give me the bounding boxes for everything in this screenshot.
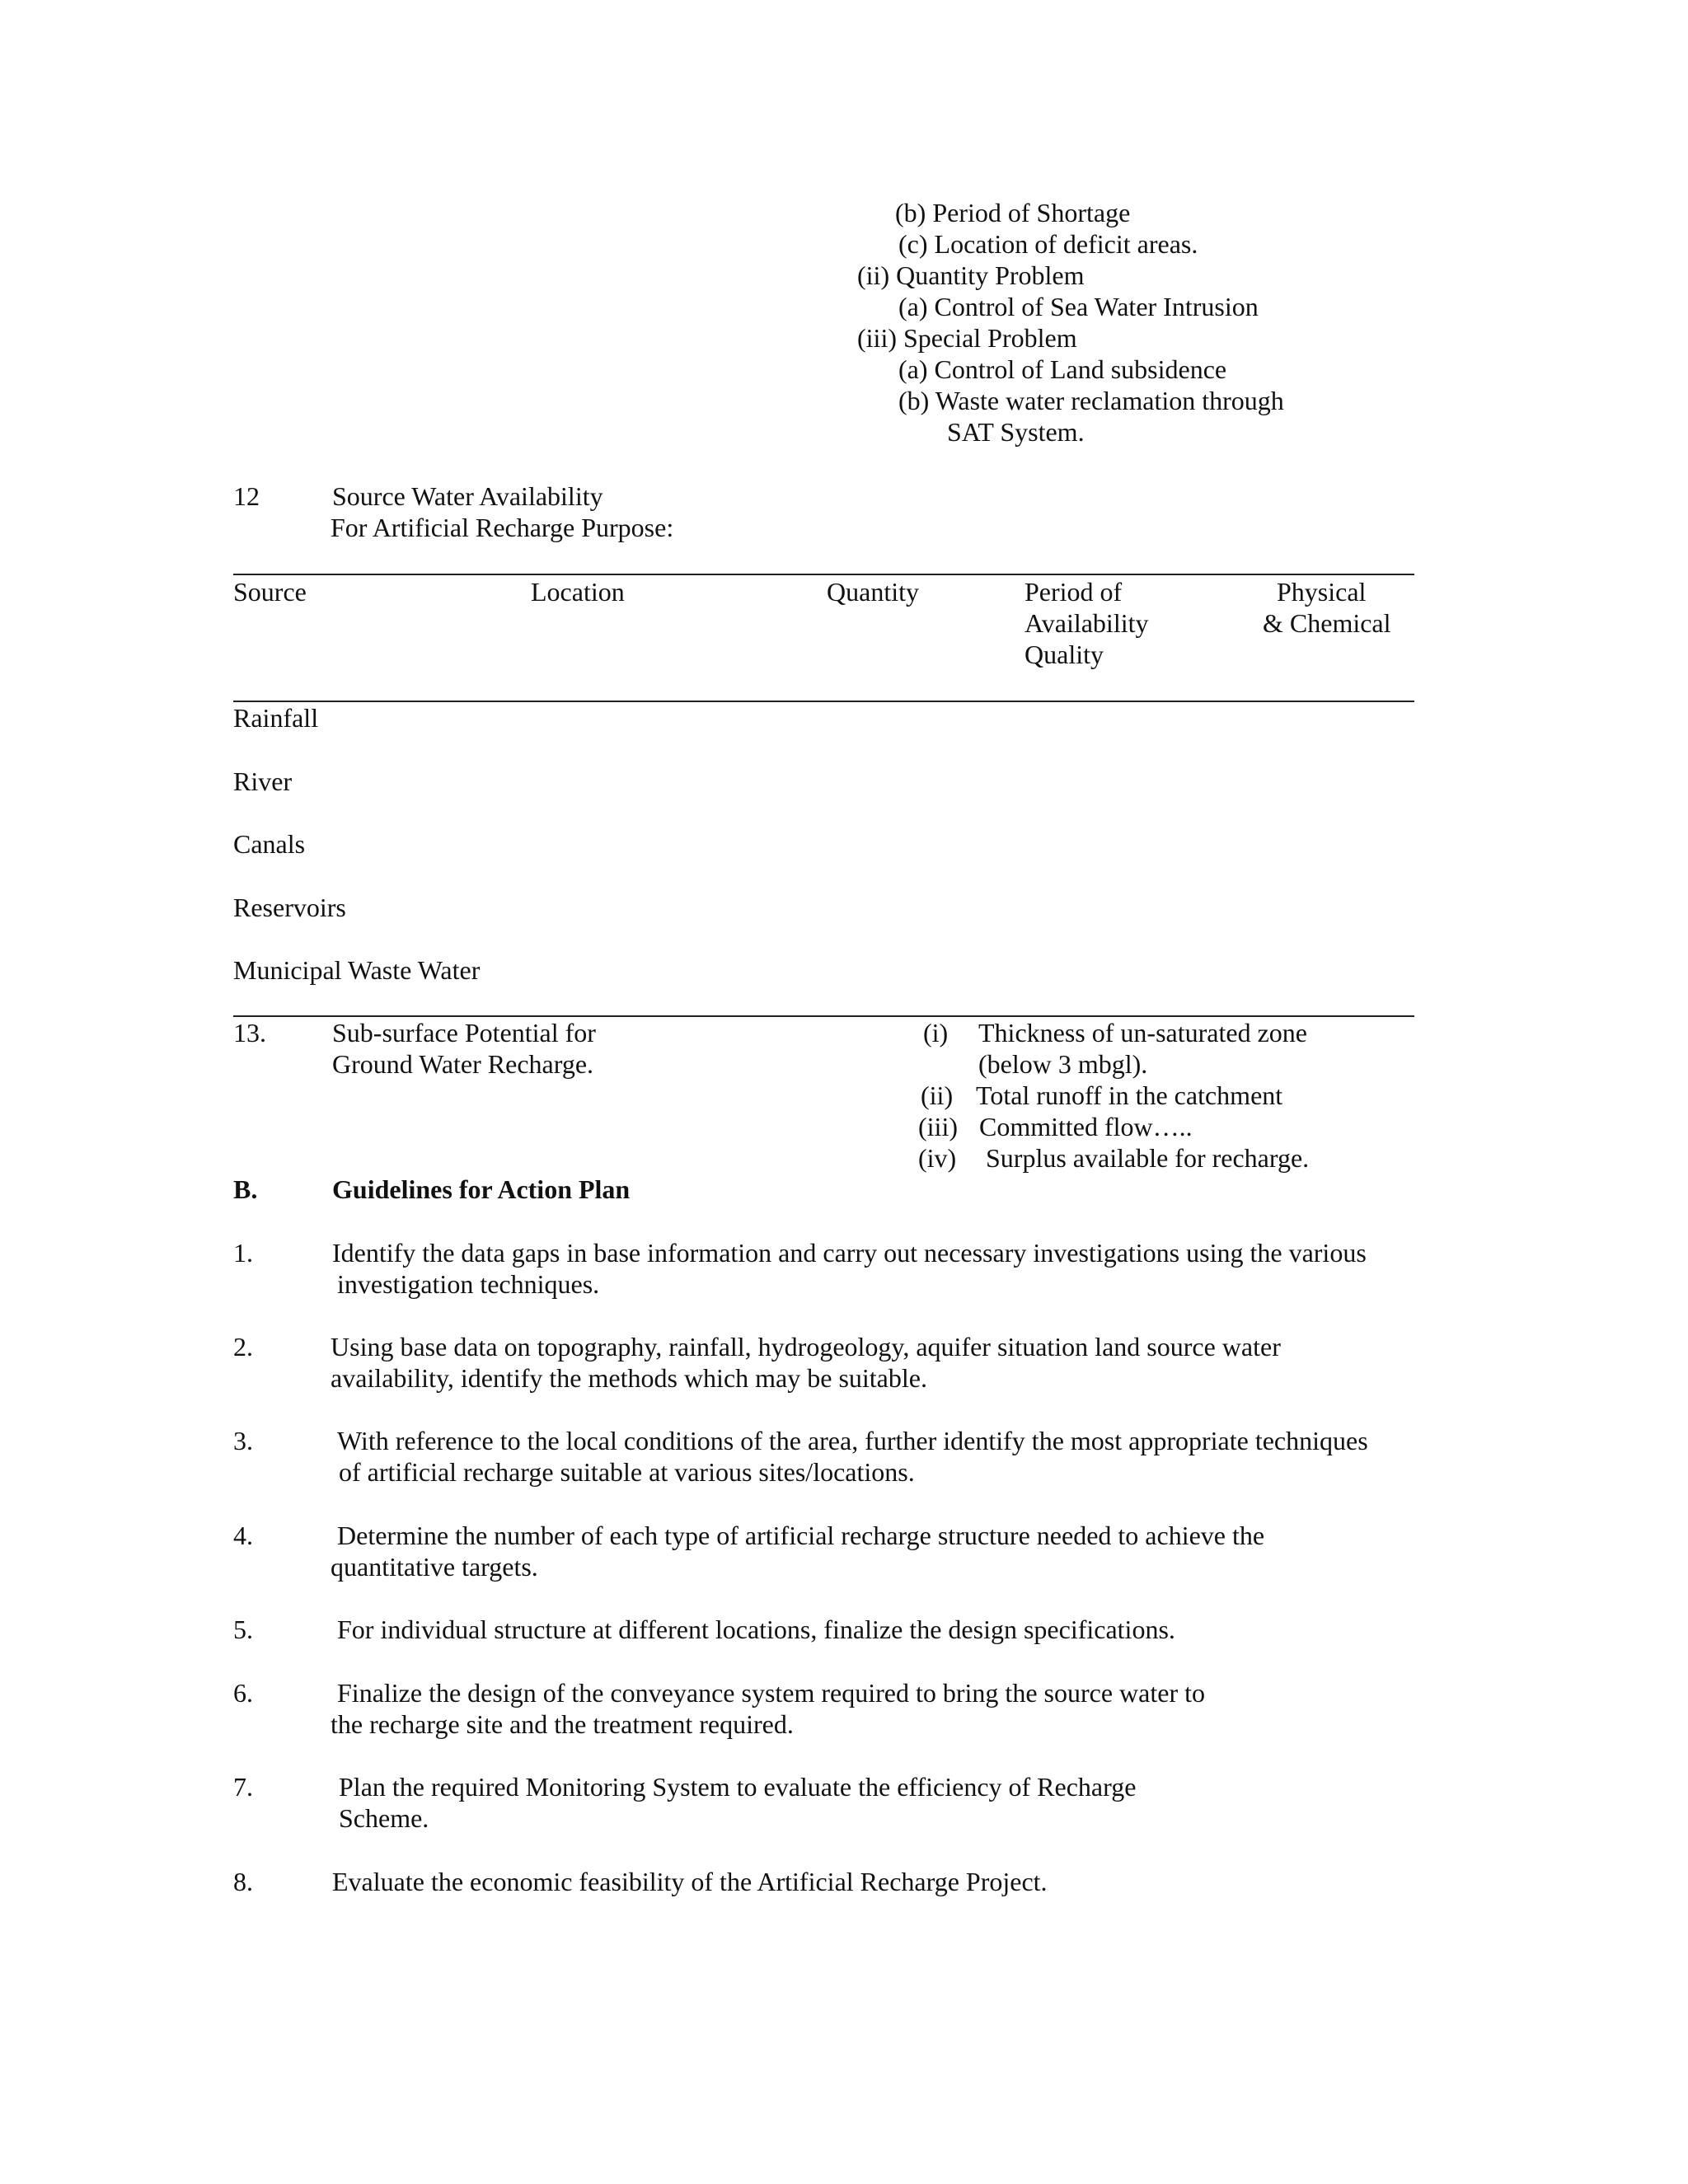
list-item: (c) Location of deficit areas.: [898, 229, 1198, 259]
list-item-number: 2.: [233, 1332, 253, 1361]
list-item-text: of artificial recharge suitable at various sites/locations.: [339, 1457, 915, 1487]
table-row: River: [233, 766, 293, 796]
list-item-number: 8.: [233, 1867, 253, 1896]
list-item-text: Identify the data gaps in base information and carry out necessary investigations using the various: [332, 1238, 1367, 1268]
column-header-source: Source: [233, 577, 307, 607]
section-title: Source Water Availability: [332, 481, 603, 511]
table-header-rule: [233, 701, 1414, 702]
list-item-text: investigation techniques.: [337, 1269, 600, 1299]
list-item-text: Plan the required Monitoring System to evaluate the efficiency of Recharge: [339, 1772, 1137, 1802]
list-item-text: With reference to the local conditions of the area, further identify the most appropriate techniques: [337, 1426, 1368, 1455]
list-item-text: quantitative targets.: [331, 1552, 538, 1582]
section-letter: B.: [233, 1174, 258, 1204]
section-number: 13.: [233, 1018, 266, 1047]
column-header-physical: Physical: [1277, 577, 1367, 607]
list-item-label: (i): [923, 1018, 949, 1047]
table-row: Canals: [233, 829, 306, 859]
column-header-quantity: Quantity: [827, 577, 919, 607]
list-item: (iii) Special Problem: [857, 323, 1077, 353]
list-item-number: 6.: [233, 1678, 253, 1708]
list-item: (a) Control of Sea Water Intrusion: [898, 292, 1259, 321]
column-header-period: Quality: [1025, 640, 1104, 669]
list-item-text: Determine the number of each type of artificial recharge structure needed to achieve the: [337, 1521, 1265, 1550]
column-header-location: Location: [531, 577, 625, 607]
list-item-text: the recharge site and the treatment required.: [331, 1709, 794, 1739]
list-item-number: 4.: [233, 1521, 253, 1550]
list-item-text: Using base data on topography, rainfall, hydrogeology, aquifer situation land source water: [331, 1332, 1281, 1361]
table-row: Rainfall: [233, 703, 319, 733]
list-item-text: Evaluate the economic feasibility of the Artificial Recharge Project.: [332, 1867, 1048, 1896]
list-item-text: availability, identify the methods which may be suitable.: [331, 1363, 927, 1393]
list-item-text: (below 3 mbgl).: [978, 1049, 1148, 1079]
list-item-text: Scheme.: [339, 1803, 429, 1833]
table-row: Reservoirs: [233, 893, 346, 922]
list-item: SAT System.: [947, 417, 1085, 447]
list-item-text: Committed flow…..: [979, 1112, 1193, 1141]
section-title: Guidelines for Action Plan: [332, 1174, 631, 1204]
column-header-period: Availability: [1025, 608, 1149, 638]
section-number: 12: [233, 481, 260, 511]
section-title: Sub-surface Potential for: [332, 1018, 596, 1047]
list-item-number: 7.: [233, 1772, 253, 1802]
table-row: Municipal Waste Water: [233, 955, 481, 985]
list-item: (b) Waste water reclamation through: [898, 386, 1284, 415]
list-item-label: (iii): [918, 1112, 958, 1141]
list-item-label: (ii): [921, 1080, 954, 1110]
section-title: For Artificial Recharge Purpose:: [331, 513, 674, 542]
section-title: Ground Water Recharge.: [332, 1049, 594, 1079]
list-item-number: 3.: [233, 1426, 253, 1455]
table-top-rule: [233, 574, 1414, 575]
list-item-label: (iv): [918, 1143, 957, 1173]
column-header-period: Period of: [1025, 577, 1123, 607]
list-item-text: Finalize the design of the conveyance system required to bring the source water to: [337, 1678, 1205, 1708]
list-item-text: For individual structure at different locations, finalize the design specifications.: [337, 1615, 1175, 1644]
list-item-number: 5.: [233, 1615, 253, 1644]
list-item: (a) Control of Land subsidence: [898, 354, 1227, 384]
list-item-text: Total runoff in the catchment: [976, 1080, 1283, 1110]
list-item: (b) Period of Shortage: [895, 198, 1131, 227]
column-header-physical: & Chemical: [1263, 608, 1391, 638]
list-item-text: Thickness of un-saturated zone: [978, 1018, 1307, 1047]
list-item-number: 1.: [233, 1238, 253, 1268]
list-item-text: Surplus available for recharge.: [979, 1143, 1310, 1173]
list-item: (ii) Quantity Problem: [857, 260, 1085, 290]
